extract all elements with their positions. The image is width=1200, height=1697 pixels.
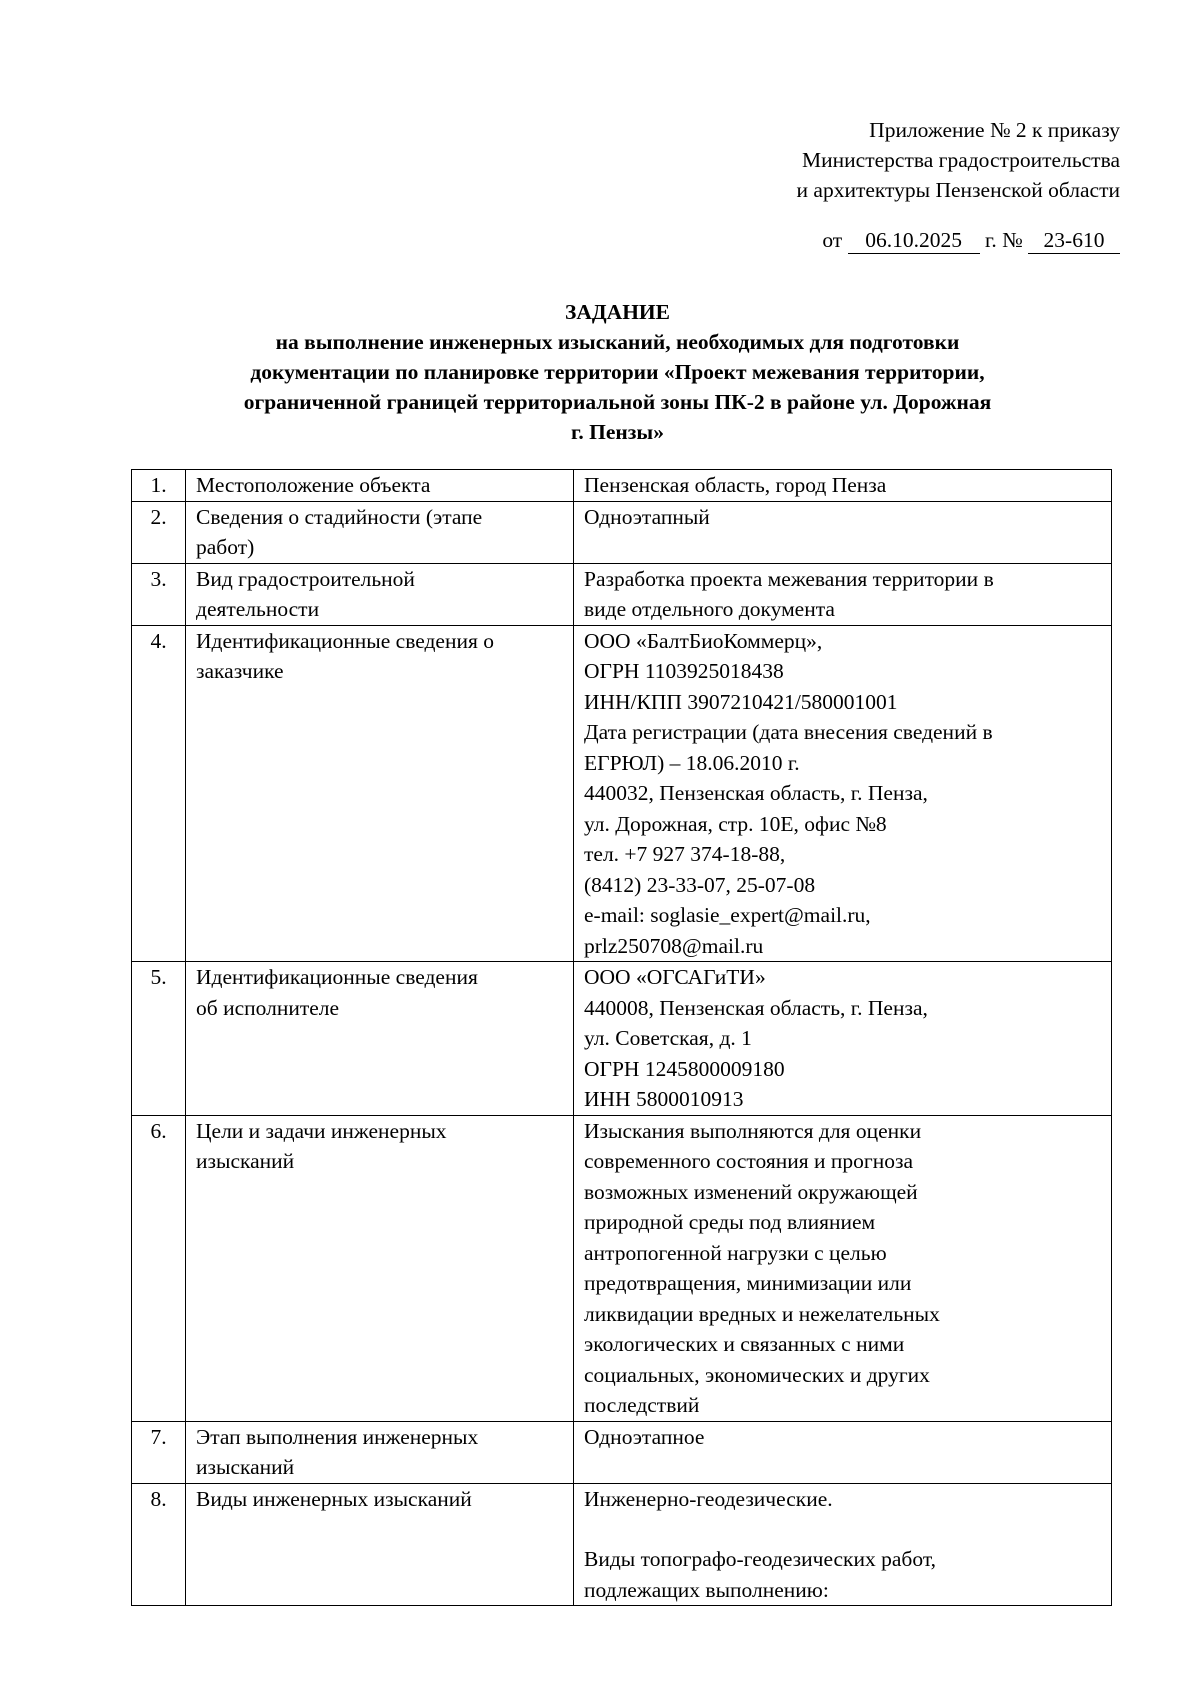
order-year-suffix: г. <box>984 228 997 252</box>
table-row <box>132 1115 1112 1421</box>
task-table <box>131 469 1112 1606</box>
row-label-line: Этап выполнения инженерных <box>196 1424 479 1449</box>
row-value-line: 440032, Пензенская область, г. Пенза, <box>584 781 928 805</box>
row-value <box>574 1115 1112 1421</box>
row-label-line: работ) <box>196 535 255 559</box>
row-label <box>186 962 574 1116</box>
title-line-3: ограниченной границей территориальной зоны ПК-2 в районе ул. Дорожная <box>243 390 992 414</box>
row-label <box>186 625 574 962</box>
table-row <box>132 1483 1112 1606</box>
row-label-line: Местоположение объекта <box>196 473 431 497</box>
row-label <box>186 501 574 563</box>
row-label-line: Идентификационные сведения о <box>196 628 494 653</box>
row-value-line: Разработка проекта межевания территории в <box>584 566 994 591</box>
row-value-line: ликвидации вредных и нежелательных <box>584 1301 940 1326</box>
row-number: 8. <box>132 1483 186 1606</box>
appendix-line-3: и архитектуры Пензенской области <box>796 178 1120 202</box>
row-value-line: ИНН/КПП 3907210421/580001001 <box>584 689 898 714</box>
row-number: 2. <box>132 501 186 563</box>
row-value-line: Одноэтапный <box>584 504 710 529</box>
row-value-line: Изыскания выполняются для оценки <box>584 1118 922 1143</box>
row-value-line: ООО «ОГСАГиТИ» <box>584 965 766 989</box>
table-row <box>132 962 1112 1116</box>
table-row <box>132 625 1112 962</box>
row-number: 3. <box>132 563 186 625</box>
row-label-line: Идентификационные сведения <box>196 965 478 989</box>
order-prefix: от <box>822 228 843 252</box>
row-number: 7. <box>132 1421 186 1483</box>
row-value-line: последствий <box>584 1393 700 1417</box>
row-value-line: Пензенская область, город Пенза <box>584 473 887 497</box>
row-label-line: Цели и задачи инженерных <box>196 1118 447 1143</box>
appendix-line-1: Приложение № 2 к приказу <box>869 118 1120 142</box>
row-value-line: Одноэтапное <box>584 1424 705 1449</box>
row-value-line: природной среды под влиянием <box>584 1210 876 1234</box>
row-value <box>574 501 1112 563</box>
row-label-line: об исполнителе <box>196 995 340 1020</box>
row-value-line: экологических и связанных с ними <box>584 1332 905 1356</box>
row-value <box>574 962 1112 1116</box>
table-row <box>132 501 1112 563</box>
row-value-line: 440008, Пензенская область, г. Пенза, <box>584 995 928 1020</box>
row-label-line: заказчике <box>196 659 284 683</box>
row-value-line: тел. +7 927 374-18-88, <box>584 842 786 866</box>
appendix-header <box>600 115 1120 205</box>
order-date: 06.10.2025 <box>848 227 980 254</box>
title-heading: ЗАДАНИЕ <box>565 300 670 324</box>
task-table-body <box>132 470 1112 1606</box>
row-label-line: Виды инженерных изысканий <box>196 1486 472 1511</box>
row-value-line: e-mail: soglasie_expert@mail.ru, <box>584 903 871 927</box>
row-label <box>186 1421 574 1483</box>
row-value-line: возможных изменений окружающей <box>584 1179 918 1204</box>
row-value-line: ОГРН 1245800009180 <box>584 1056 785 1081</box>
row-label-line: изысканий <box>196 1455 295 1479</box>
row-value-line: prlz250708@mail.ru <box>584 933 764 958</box>
row-value-line: Виды топографо-геодезических работ, <box>584 1547 936 1571</box>
title-line-1: на выполнение инженерных изысканий, необходимых для подготовки <box>275 330 960 354</box>
row-value-spacer <box>584 1514 1102 1544</box>
row-number: 6. <box>132 1115 186 1421</box>
row-value <box>574 1483 1112 1606</box>
row-value <box>574 1421 1112 1483</box>
row-value-line: ул. Советская, д. 1 <box>584 1026 752 1050</box>
order-number: 23-610 <box>1028 227 1120 254</box>
row-value-line: антропогенной нагрузки с целью <box>584 1240 887 1265</box>
title-line-2: документации по планировке территории «Проект межевания территории, <box>250 360 985 384</box>
row-value <box>574 470 1112 502</box>
row-value-line: ЕГРЮЛ) – 18.06.2010 г. <box>584 750 800 775</box>
title-line-4: г. Пензы» <box>571 420 664 444</box>
row-value-line: подлежащих выполнению: <box>584 1577 829 1602</box>
row-label <box>186 470 574 502</box>
table-row <box>132 1421 1112 1483</box>
row-value-line: современного состояния и прогноза <box>584 1149 914 1173</box>
row-value <box>574 563 1112 625</box>
row-number: 4. <box>132 625 186 962</box>
row-number: 5. <box>132 962 186 1116</box>
row-value-line: ИНН 5800010913 <box>584 1087 744 1111</box>
row-label-line: деятельности <box>196 597 320 621</box>
row-label-line: Вид градостроительной <box>196 566 415 591</box>
row-value-line: ООО «БалтБиоКоммерц», <box>584 628 823 653</box>
table-row <box>132 470 1112 502</box>
table-row <box>132 563 1112 625</box>
row-value-line: предотвращения, минимизации или <box>584 1271 912 1295</box>
row-label-line: Сведения о стадийности (этапе <box>196 504 483 529</box>
row-value <box>574 625 1112 962</box>
row-label-line: изысканий <box>196 1149 295 1173</box>
row-value-line: Инженерно-геодезические. <box>584 1486 833 1511</box>
row-value-line: Дата регистрации (дата внесения сведений в <box>584 720 993 744</box>
row-value-line: (8412) 23-33-07, 25-07-08 <box>584 872 816 897</box>
row-value-line: социальных, экономических и других <box>584 1362 930 1387</box>
document-title <box>120 297 1115 447</box>
row-label <box>186 1483 574 1606</box>
row-label <box>186 563 574 625</box>
row-value-line: ул. Дорожная, стр. 10Е, офис №8 <box>584 811 887 836</box>
order-number-sign: № <box>1002 228 1023 252</box>
row-value-line: виде отдельного документа <box>584 597 835 621</box>
order-reference <box>640 225 1120 255</box>
row-value-line: ОГРН 1103925018438 <box>584 659 784 683</box>
row-label <box>186 1115 574 1421</box>
appendix-line-2: Министерства градостроительства <box>802 148 1120 172</box>
row-number: 1. <box>132 470 186 502</box>
